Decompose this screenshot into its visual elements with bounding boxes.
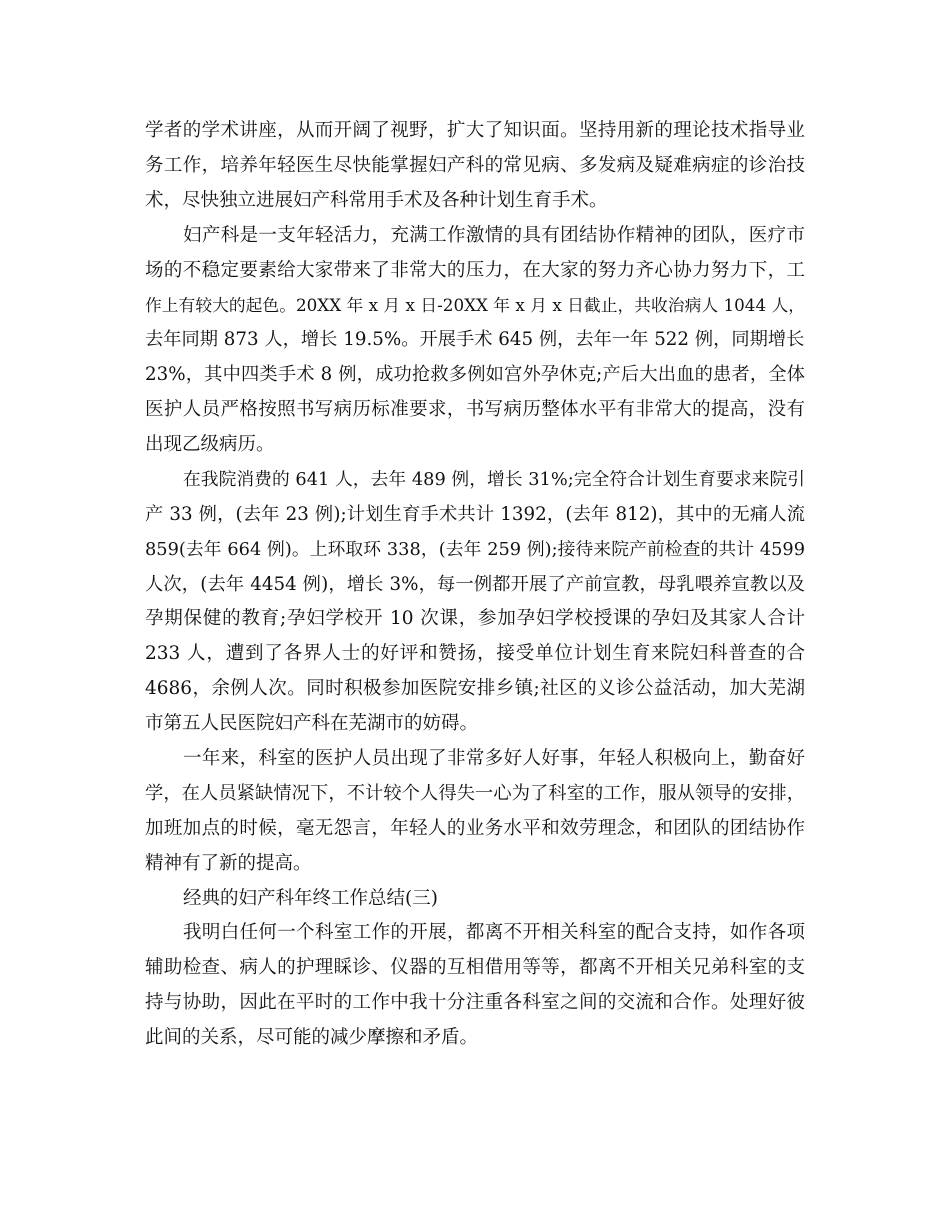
text-line: 务工作，培养年轻医生尽快能掌握妇产科的常见病、多发病及疑难病症的诊治技 xyxy=(145,154,805,176)
text-line: 妇产科是一支年轻活力，充满工作激情的具有团结协作精神的团队，医疗市 xyxy=(183,224,805,246)
text-line: 此间的关系，尽可能的减少摩擦和矛盾。 xyxy=(145,1027,479,1049)
text-line: 孕期保健的教育;孕妇学校开 10 次课，参加孕妇学校授课的孕妇及其家人合计 xyxy=(145,608,805,630)
text-line: 859(去年 664 例)。上环取环 338，(去年 259 例);接待来院产前检查的共计 4599 xyxy=(145,539,805,560)
text-line: 学者的学术讲座，从而开阔了视野，扩大了知识面。坚持用新的理论技术指导业 xyxy=(145,120,805,141)
document-body xyxy=(145,114,805,1056)
text-line: 持与协助，因此在平时的工作中我十分注重各科室之间的交流和合作。处理好彼 xyxy=(145,992,805,1014)
text-line: 学，在人员紧缺情况下，不计较个人得失一心为了科室的工作，服从领导的安排， xyxy=(145,782,805,804)
text-line: 精神有了新的提高。 xyxy=(145,852,312,874)
text-line: 一年来，科室的医护人员出现了非常多好人好事，年轻人积极向上，勤奋好 xyxy=(183,748,805,770)
text-line: 233 人，遭到了各界人士的好评和赞扬，接受单位计划生育来院妇科普查的合 xyxy=(145,643,805,665)
text-line: 经典的妇产科年终工作总结(三) xyxy=(183,887,438,909)
text-line: 人次，(去年 4454 例)，增长 3%，每一例都开展了产前宣教，母乳喂养宣教以及 xyxy=(145,573,805,595)
text-line: 去年同期 873 人，增长 19.5%。开展手术 645 例，去年一年 522 例，同期增长 xyxy=(145,329,805,351)
text-line: 市第五人民医院妇产科在芜湖市的妨碍。 xyxy=(145,713,479,735)
text-line: 医护人员严格按照书写病历标准要求，书写病历整体水平有非常大的提高，没有 xyxy=(145,399,805,421)
text-line: 我明白任何一个科室工作的开展，都离不开相关科室的配合支持，如作各项 xyxy=(183,922,805,944)
text-line: 加班加点的时候，毫无怨言，年轻人的业务水平和效劳理念，和团队的团结协作 xyxy=(145,817,805,839)
text-line: 作上有较大的起色。20XX 年 x 月 x 日-20XX 年 x 月 x 日截止，共收治病人 1044 人， xyxy=(145,295,805,316)
text-line: 产 33 例，(去年 23 例);计划生育手术共计 1392，(去年 812)，其中的无痛人流 xyxy=(145,503,805,525)
text-line: 术，尽快独立进展妇产科常用手术及各种计划生育手术。 xyxy=(145,189,608,211)
text-line: 23%，其中四类手术 8 例，成功抢救多例如宫外孕休克;产后大出血的患者，全体 xyxy=(145,364,805,386)
text-line: 在我院消费的 641 人，去年 489 例，增长 31%;完全符合计划生育要求来院引 xyxy=(183,469,805,490)
text-line: 场的不稳定要素给大家带来了非常大的压力，在大家的努力齐心协力努力下，工 xyxy=(145,259,805,281)
text-line: 4686，余例人次。同时积极参加医院安排乡镇;社区的义诊公益活动，加大芜湖 xyxy=(145,678,805,700)
text-line: 出现乙级病历。 xyxy=(145,434,275,456)
text-line: 辅助检查、病人的护理睬诊、仪器的互相借用等等，都离不开相关兄弟科室的支 xyxy=(145,957,805,979)
